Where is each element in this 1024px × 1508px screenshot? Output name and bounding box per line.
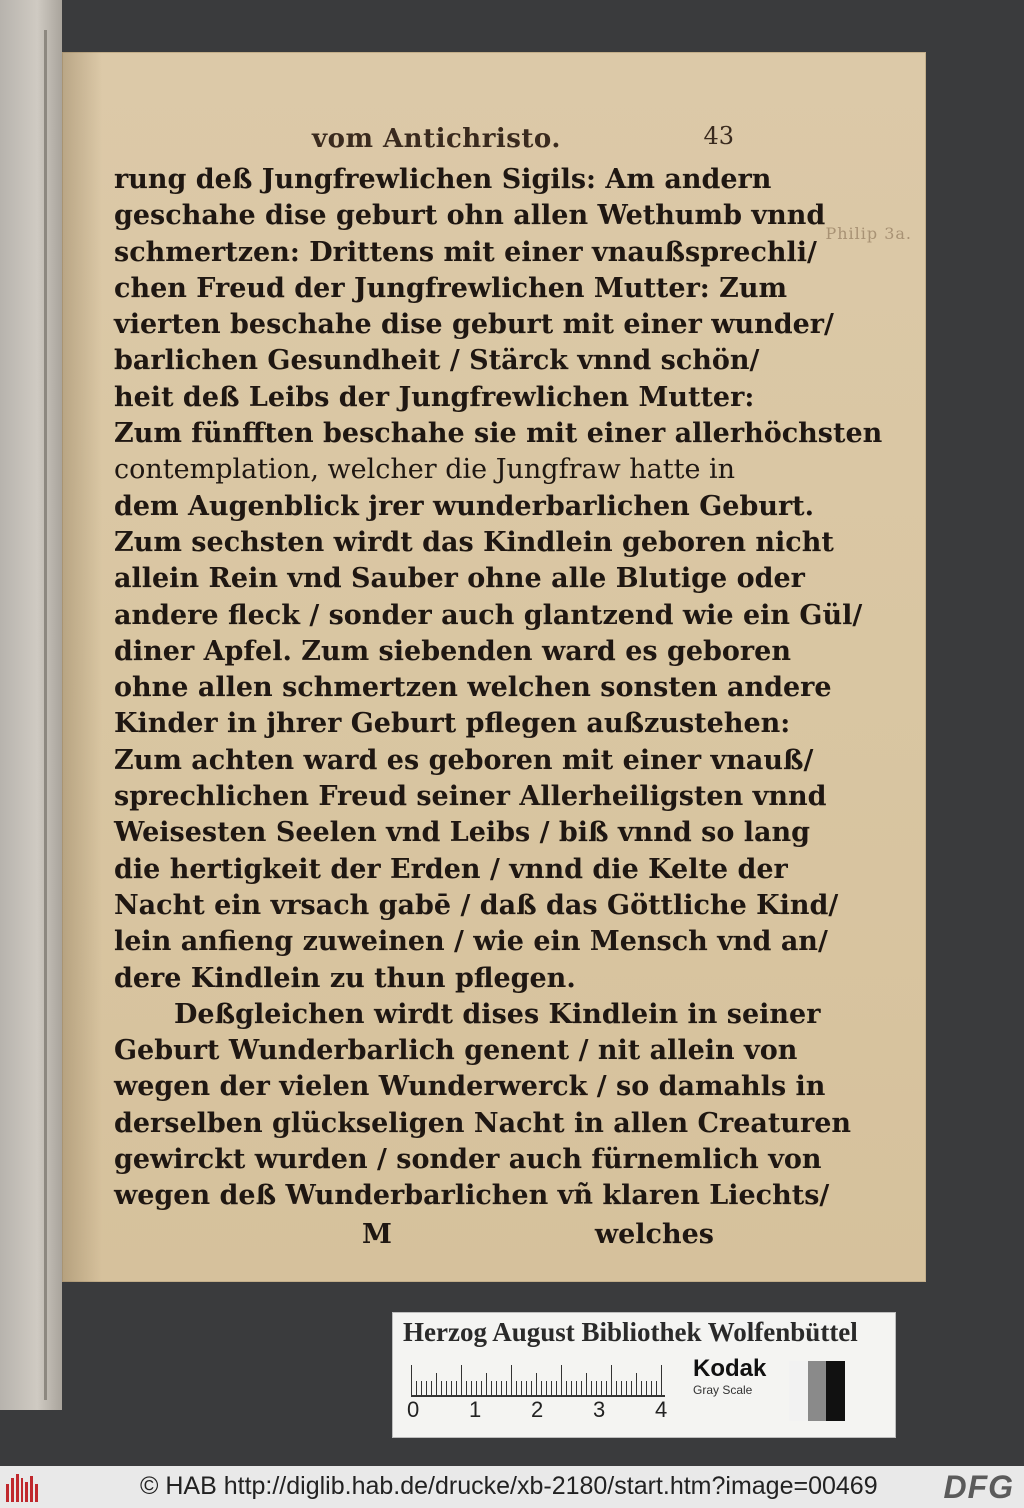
ruler-tick bbox=[541, 1381, 542, 1395]
text-line: Weisesten Seelen vnd Leibs / biß vnnd so lang bbox=[114, 817, 811, 849]
ruler-tick bbox=[616, 1381, 617, 1395]
text-line: dere Kindlein zu thun pflegen. bbox=[114, 962, 576, 994]
ruler-tick bbox=[511, 1365, 512, 1395]
text-line: allein Rein vnd Sauber ohne alle Blutige oder bbox=[114, 563, 805, 595]
kodak-label: Kodak bbox=[693, 1355, 767, 1382]
text-line: wegen der vielen Wunderwerck / so damahls in bbox=[114, 1071, 826, 1103]
text-line: Zum achten ward es geboren mit einer vnauß/ bbox=[114, 744, 814, 776]
text-line: ohne allen schmertzen welchen sonsten andere bbox=[114, 672, 832, 704]
ruler-tick bbox=[521, 1381, 522, 1395]
copyright-link[interactable]: © HAB http://diglib.hab.de/drucke/xb-2180/start.htm?image=00469 bbox=[140, 1472, 878, 1500]
ruler-tick bbox=[556, 1381, 557, 1395]
text-line: geschahe dise geburt ohn allen Wethumb vnnd bbox=[114, 200, 826, 232]
text-line: contemplation, welcher die Jungfraw hatte in bbox=[114, 454, 736, 486]
text-line: Nacht ein vrsach gabē / daß das Göttliche Kind/ bbox=[114, 889, 839, 921]
ruler-tick bbox=[611, 1365, 612, 1395]
ruler-tick bbox=[621, 1381, 622, 1395]
ruler-tick bbox=[496, 1381, 497, 1395]
swatch-white bbox=[789, 1361, 808, 1421]
previous-page-edge bbox=[0, 0, 62, 1410]
ruler-tick bbox=[626, 1381, 627, 1395]
ruler-tick bbox=[451, 1381, 452, 1395]
color-scale-card bbox=[392, 1312, 896, 1438]
ruler bbox=[411, 1361, 665, 1397]
ruler-tick bbox=[661, 1365, 662, 1395]
ruler-tick bbox=[656, 1381, 657, 1395]
text-line: Deßgleichen wirdt dises Kindlein in seiner bbox=[174, 998, 821, 1030]
page-number: 43 bbox=[703, 122, 734, 150]
book-page bbox=[62, 52, 926, 1282]
ruler-tick bbox=[416, 1381, 417, 1395]
text-line: chen Freud der Jungfrewlichen Mutter: Zum bbox=[114, 272, 788, 304]
text-line: Geburt Wunderbarlich genent / nit allein von bbox=[114, 1035, 798, 1067]
text-line: andere fleck / sonder auch glantzend wie ein Gül/ bbox=[114, 599, 863, 631]
ruler-tick bbox=[456, 1381, 457, 1395]
ruler-tick bbox=[476, 1381, 477, 1395]
text-line: heit deß Leibs der Jungfrewlichen Mutter: bbox=[114, 381, 755, 413]
catchword: welches bbox=[594, 1219, 714, 1250]
ruler-tick bbox=[446, 1381, 447, 1395]
ruler-tick bbox=[586, 1373, 587, 1395]
ruler-tick bbox=[461, 1365, 462, 1395]
swatch-gray bbox=[808, 1361, 827, 1421]
ruler-tick bbox=[471, 1381, 472, 1395]
ruler-number: 2 bbox=[531, 1397, 544, 1422]
hab-logo-icon bbox=[6, 1472, 38, 1502]
ruler-tick bbox=[571, 1381, 572, 1395]
text-line: die hertigkeit der Erden / vnnd die Kelte der bbox=[114, 853, 788, 885]
text-line: rung deß Jungfrewlichen Sigils: Am andern bbox=[114, 164, 772, 195]
ruler-tick bbox=[411, 1365, 412, 1395]
ruler-tick bbox=[531, 1381, 532, 1395]
ruler-tick bbox=[421, 1381, 422, 1395]
footer-bar bbox=[0, 1466, 1024, 1508]
ruler-number: 1 bbox=[469, 1397, 482, 1422]
ruler-number: 3 bbox=[593, 1397, 606, 1422]
ruler-tick bbox=[431, 1381, 432, 1395]
ruler-tick bbox=[441, 1381, 442, 1395]
swatch-black bbox=[826, 1361, 845, 1421]
ruler-tick bbox=[546, 1381, 547, 1395]
gray-scale-label: Gray Scale bbox=[693, 1383, 753, 1397]
ruler-tick bbox=[501, 1381, 502, 1395]
ruler-tick bbox=[526, 1381, 527, 1395]
text-line: lein anfieng zuweinen / wie ein Mensch vnd an/ bbox=[114, 926, 828, 958]
ruler-number: 0 bbox=[407, 1397, 420, 1422]
ruler-tick bbox=[606, 1381, 607, 1395]
ruler-tick bbox=[486, 1373, 487, 1395]
ruler-tick bbox=[591, 1381, 592, 1395]
running-head: vom Antichristo. bbox=[312, 124, 561, 154]
signature-mark: M bbox=[362, 1219, 392, 1250]
text-line: Zum sechsten wirdt das Kindlein geboren nicht bbox=[114, 526, 834, 558]
gutter-shadow bbox=[62, 52, 102, 1282]
ruler-tick bbox=[551, 1381, 552, 1395]
ruler-tick bbox=[596, 1381, 597, 1395]
text-line: derselben glückseligen Nacht in allen Creaturen bbox=[114, 1107, 852, 1139]
library-name: Herzog August Bibliothek Wolfenbüttel bbox=[403, 1317, 858, 1347]
ruler-tick bbox=[536, 1373, 537, 1395]
ruler-tick bbox=[466, 1381, 467, 1395]
dfg-logo: DFG bbox=[943, 1469, 1014, 1505]
text-line: barlichen Gesundheit / Stärck vnnd schön/ bbox=[114, 345, 760, 377]
ruler-tick bbox=[646, 1381, 647, 1395]
margin-note: Philip 3a. bbox=[825, 224, 912, 243]
text-line: dem Augenblick jrer wunderbarlichen Geburt. bbox=[114, 490, 815, 522]
text-line: gewirckt wurden / sonder auch fürnemlich von bbox=[114, 1144, 822, 1176]
text-line: vierten beschahe dise geburt mit einer wunder/ bbox=[114, 309, 834, 341]
text-line: Kinder in jhrer Geburt pflegen außzustehen: bbox=[114, 708, 791, 740]
text-line: sprechlichen Freud seiner Allerheiligsten vnnd bbox=[114, 781, 827, 813]
ruler-tick bbox=[481, 1381, 482, 1395]
ruler-tick bbox=[601, 1381, 602, 1395]
ruler-tick bbox=[576, 1381, 577, 1395]
text-line: Zum fünfften beschahe sie mit einer allerhöchsten bbox=[114, 418, 883, 450]
ruler-tick bbox=[566, 1381, 567, 1395]
page-gutter-line bbox=[44, 30, 47, 1400]
ruler-tick bbox=[436, 1373, 437, 1395]
ruler-tick bbox=[561, 1365, 562, 1395]
ruler-tick bbox=[636, 1373, 637, 1395]
gray-swatches bbox=[789, 1361, 845, 1421]
ruler-tick bbox=[426, 1381, 427, 1395]
text-line: wegen deß Wunderbarlichen vñ klaren Liechts/ bbox=[114, 1180, 830, 1212]
text-line: schmertzen: Drittens mit einer vnaußsprechli/ bbox=[114, 236, 817, 268]
page-footer bbox=[114, 1219, 714, 1259]
text-line: diner Apfel. Zum siebenden ward es geboren bbox=[114, 635, 791, 667]
ruler-numbers bbox=[407, 1397, 677, 1427]
ruler-tick bbox=[631, 1381, 632, 1395]
ruler-tick bbox=[506, 1381, 507, 1395]
ruler-tick bbox=[641, 1381, 642, 1395]
ruler-tick bbox=[491, 1381, 492, 1395]
ruler-tick bbox=[581, 1381, 582, 1395]
ruler-tick bbox=[651, 1381, 652, 1395]
ruler-number: 4 bbox=[655, 1397, 668, 1422]
ruler-tick bbox=[516, 1381, 517, 1395]
